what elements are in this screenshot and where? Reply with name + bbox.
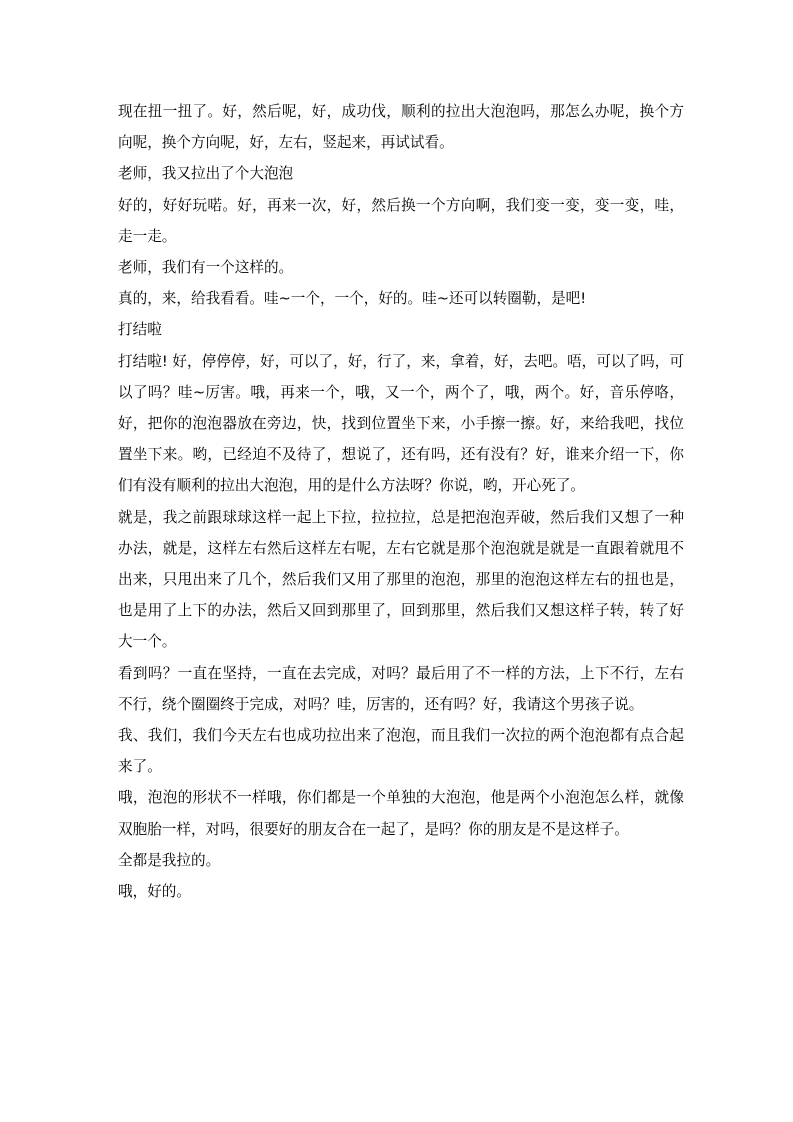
paragraph-5: 真的，来，给我看看。哇~一个，一个，好的。哇~还可以转圈勒，是吧! — [118, 290, 587, 308]
paragraph-13: 哦，好的。 — [118, 883, 191, 901]
paragraph-4: 老师，我们有一个这样的。 — [118, 259, 294, 277]
paragraph-11: 哦，泡泡的形状不一样哦，你们都是一个单独的大泡泡，他是两个小泡泡怎么样，就像双胞胎一样，对吗，很要好的朋友合在一起了，是吗？你的朋友是不是这样子。 — [118, 789, 684, 838]
paragraph-10: 我、我们，我们今天左右也成功拉出来了泡泡，而且我们一次拉的两个泡泡都有点合起来了。 — [118, 727, 684, 776]
paragraph-9: 看到吗？一直在坚持，一直在去完成，对吗？最后用了不一样的方法，上下不行，左右不行，绕个圈圈终于完成，对吗？哇，厉害的，还有吗？好，我请这个男孩子说。 — [118, 664, 684, 713]
paragraph-3: 好的，好好玩喏。好，再来一次，好，然后换一个方向啊，我们变一变，变一变，哇，走一走。 — [118, 196, 684, 245]
paragraph-7: 打结啦! 好，停停停，好，可以了，好，行了，来，拿着，好，去吧。唔，可以了吗，可以了吗？哇~厉害。哦，再来一个，哦，又一个，两个了，哦，两个。好，音乐停咯，好，把你的泡泡器放在旁边，快，找到位置坐下来，小手擦一擦。好，来给我吧，找位置坐下来。哟，已经迫不及待了，想说了，还有吗，还有没有？好，谁来介绍一下，你们有没有顺利的拉出大泡泡，用的是什么方法呀？你说，哟，开心死了。 — [118, 352, 684, 495]
paragraph-12: 全都是我拉的。 — [118, 851, 221, 869]
paragraph-6: 打结啦 — [118, 321, 162, 339]
paragraph-1: 现在扭一扭了。好，然后呢，好，成功伐，顺利的拉出大泡泡吗，那怎么办呢，换个方向呢，换个方向呢，好，左右，竖起来，再试试看。 — [118, 103, 684, 152]
paragraph-8: 就是，我之前跟球球这样一起上下拉，拉拉拉，总是把泡泡弄破，然后我们又想了一种办法，就是，这样左右然后这样左右呢，左右它就是那个泡泡就是就是一直跟着就甩不出来，只甩出来了几个，然后我们又用了那里的泡泡，那里的泡泡这样左右的扭也是，也是用了上下的办法，然后又回到那里了，回到那里，然后我们又想这样子转，转了好大一个。 — [118, 508, 684, 651]
document-body — [118, 96, 684, 907]
paragraph-2: 老师，我又拉出了个大泡泡 — [118, 165, 294, 183]
